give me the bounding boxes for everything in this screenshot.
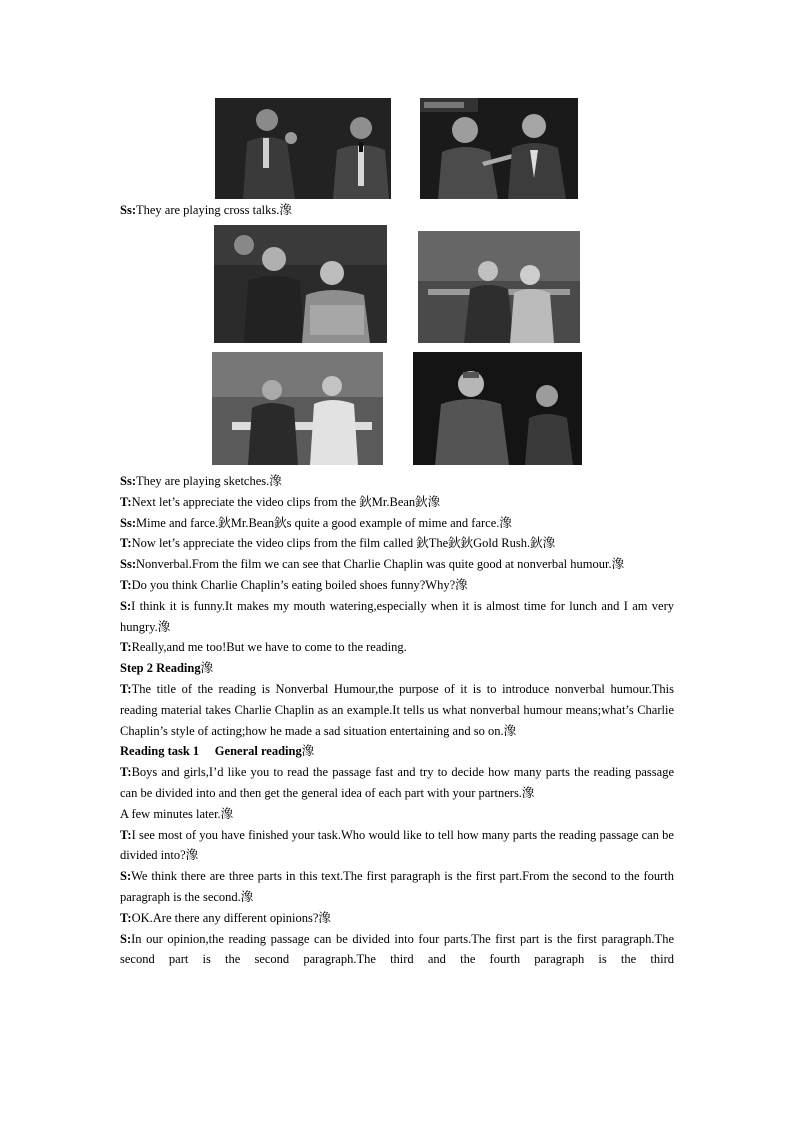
speaker-label: Ss: <box>120 474 136 488</box>
line-13: T:I see most of you have finished your task.Who would like to tell how many parts the reading passage can be divided into?潒 <box>120 827 674 863</box>
line-12: A few minutes later.潒 <box>120 806 234 821</box>
speaker-label: T: <box>120 640 132 655</box>
speaker-label: T: <box>120 765 132 780</box>
line-3: T:Next let’s appreciate the video clips from the 鈥Mr.Bean鈥潒 <box>120 494 441 509</box>
line-15: T:OK.Are there any different opinions?潒 <box>120 910 331 925</box>
line-6: Ss:Nonverbal.From the film we can see that Charlie Chaplin was quite good at nonverbal humour.潒 <box>120 557 625 572</box>
lesson-text <box>120 471 674 970</box>
speaker-label: S: <box>120 598 132 613</box>
line-7: T:Do you think Charlie Chaplin’s eating boiled shoes funny?Why?潒 <box>120 577 468 592</box>
caption-crosstalk <box>120 200 674 221</box>
line-text: They are playing cross talks.潒 <box>135 203 292 217</box>
photo-sketch-2 <box>418 231 580 343</box>
line-5: T:Now let’s appreciate the video clips from the film called 鈥The鈥鈥Gold Rush.鈥潒 <box>120 536 556 551</box>
speaker-label: Ss: <box>120 515 136 530</box>
speaker-label: T: <box>120 536 132 551</box>
line-8: S:I think it is funny.It makes my mouth watering,especially when it is almost time for lunch and I am very hungry.潒 <box>120 598 674 634</box>
speaker-label: T: <box>120 827 132 842</box>
section-heading-step2: Step 2 Reading潒 <box>120 661 214 676</box>
speaker-label: T: <box>120 494 132 509</box>
speaker-label: S: <box>120 869 132 884</box>
photo-sketch-1 <box>214 225 387 343</box>
speaker-label: Ss: <box>120 557 136 572</box>
photo-crosstalk-1 <box>215 98 391 199</box>
photo-sketch-3 <box>212 352 383 465</box>
line-9: T:Really,and me too!But we have to come to the reading. <box>120 640 407 655</box>
photo-crosstalk-2 <box>420 98 578 199</box>
speaker-label: T: <box>120 681 132 696</box>
section-heading-task1: Reading task 1 General reading潒 <box>120 744 315 759</box>
line-16: S:In our opinion,the reading passage can be divided into four parts.The first part is the first paragraph.The second part is the second paragraph.The third and the fourth paragraph is the third <box>120 931 674 967</box>
speaker-label: T: <box>120 577 132 592</box>
line-11: T:Boys and girls,I’d like you to read the passage fast and try to decide how many parts the reading passage can be divided into and then get the general idea of each part with your partners.潒 <box>120 765 674 800</box>
line-10: T:The title of the reading is Nonverbal Humour,the purpose of it is to introduce nonverbal humour.This reading material takes Charlie Chaplin as an example.It tells us what nonverbal humour means;what’s Charlie Chaplin’s style of acting;how he made a sad situation entertaining and so on.潒 <box>120 681 674 738</box>
speaker-label: T: <box>120 910 132 925</box>
line-14: S:We think there are three parts in this text.The first paragraph is the first part.From the second to the fourth paragraph is the second.潒 <box>120 869 674 904</box>
photo-sketch-4 <box>413 352 582 465</box>
speaker-label: S: <box>120 931 132 946</box>
line-2: Ss:They are playing sketches.潒 <box>120 474 282 488</box>
speaker-label: Ss: <box>120 203 136 217</box>
line-4: Ss:Mime and farce.鈥Mr.Bean鈥s quite a good example of mime and farce.潒 <box>120 515 512 530</box>
